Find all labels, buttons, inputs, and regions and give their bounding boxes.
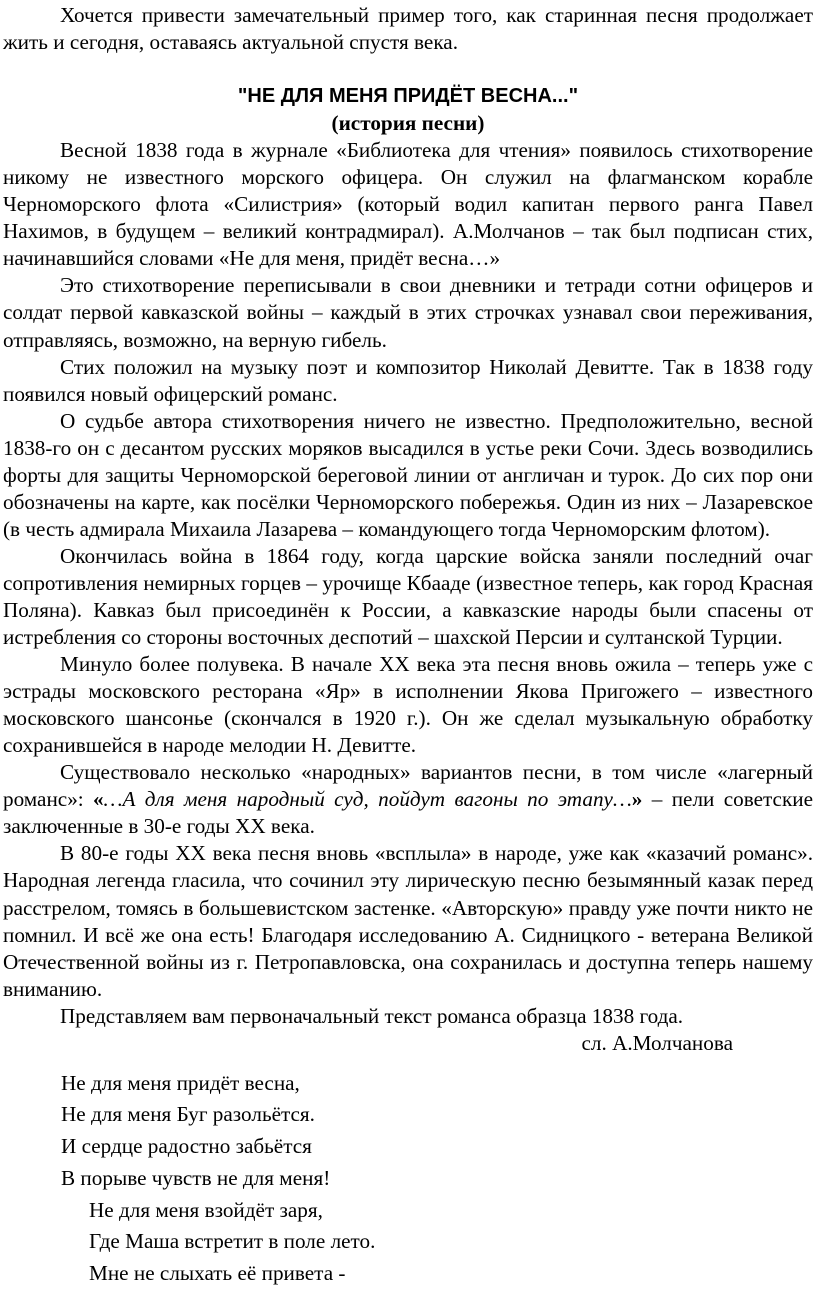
- history-paragraph-7: [3, 759, 813, 840]
- quote-open-mark: «: [93, 787, 104, 812]
- history-paragraph-4: О судьбе автора стихотворения ничего не известно. Предположительно, весной 1838-го он с десантом русских моряков высадился в устье реки Сочи. Здесь возводились форты для защиты Черноморской береговой линии от англичан и турок. До сих пор они обозначены на карте, как посёлки Черноморского побережья. Один из них – Лазаревское (в честь адмирала Михаила Лазарева – командующего тогда Черноморским флотом).: [3, 408, 813, 541]
- verse-line: Не для меня придёт весна,: [61, 1070, 300, 1095]
- intro-paragraph: Хочется привести замечательный пример того, как старинная песня продолжает жить и сегодня, оставаясь актуальной спустя века.: [3, 3, 813, 55]
- poem: [3, 1068, 813, 1290]
- verse-line: Где Маша встретит в поле лето.: [89, 1229, 376, 1254]
- song-subtitle: (история песни): [331, 111, 485, 136]
- verse-line: Мне не слыхать её привета -: [89, 1261, 346, 1285]
- verse-line: Не для меня взойдёт заря,: [89, 1197, 323, 1222]
- camp-song-quote: …А для меня народный суд, пойдут вагоны по этапу…: [103, 787, 632, 812]
- paragraph-7-text: Существовало несколько «народных» вариантов песни, в том числе «лагерный романс»:: [3, 760, 813, 812]
- history-paragraph-5: Окончилась война в 1864 году, когда царские войска заняли последний очаг сопротивления немирных горцев – урочище Кбааде (известное теперь, как город Красная Поляна). Кавказ был присоединён к России, а кавказские народы были спасены от истребления со стороны восточных деспотий – шахской Персии и султанской Турции.: [3, 543, 813, 650]
- history-paragraph-3: Стих положил на музыку поэт и композитор Николай Девитте. Так в 1838 году появился новый офицерский романс.: [3, 354, 813, 406]
- history-paragraph-2: Это стихотворение переписывали в свои дневники и тетради сотни офицеров и солдат первой кавказской войны – каждый в этих строчках узнавал свои переживания, отправляясь, возможно, на верную гибель.: [3, 273, 813, 352]
- verse-line: И сердце радостно забьётся: [61, 1134, 312, 1159]
- verse-line: В порыве чувств не для меня!: [61, 1165, 331, 1190]
- history-paragraph-6: Минуло более полувека. В начале XX века эта песня вновь ожила – теперь уже с эстрады московского ресторана «Яр» в исполнении Якова Пригожего – известного московского шансонье (скончался в 1920 г.). Он же сделал музыкальную обработку сохранившейся в народе мелодии Н. Девитте.: [3, 652, 813, 758]
- quote-close-mark: »: [631, 787, 643, 812]
- lyrics-author: сл. А.Молчанова: [581, 1030, 733, 1055]
- song-title: "НЕ ДЛЯ МЕНЯ ПРИДЁТ ВЕСНА...": [237, 85, 579, 108]
- history-paragraph-1: Весной 1838 года в журнале «Библиотека для чтения» появилось стихотворение никому не известного морского офицера. Он служил на флагманском корабле Черноморского флота «Силистрия» (который водил капитан первого ранга Павел Нахимов, в будущем – великий контрадмирал). А.Молчанов – так был подписан стих, начинавшийся словами «Не для меня, придёт весна…»: [3, 138, 813, 271]
- verse-line: Не для меня Буг разольётся.: [61, 1102, 315, 1127]
- paragraph-7-tail: – пели советские заключенные в 30-е годы XX века.: [3, 787, 813, 839]
- history-paragraph-9: Представляем вам первоначальный текст романса образца 1838 года.: [60, 1003, 684, 1028]
- history-paragraph-8: В 80-е годы XX века песня вновь «всплыла» в народе, уже как «казачий романс». Народная легенда гласила, что сочинил эту лирическую песню безымянный казак перед расстрелом, томясь в большевистском застенке. «Авторскую» правду уже почти никто не помнил. И всё же она есть! Благодаря исследованию А. Сидницкого - ветерана Великой Отечественной войны из г. Петропавловска, она сохранилась и доступна теперь нашему вниманию.: [3, 841, 813, 1001]
